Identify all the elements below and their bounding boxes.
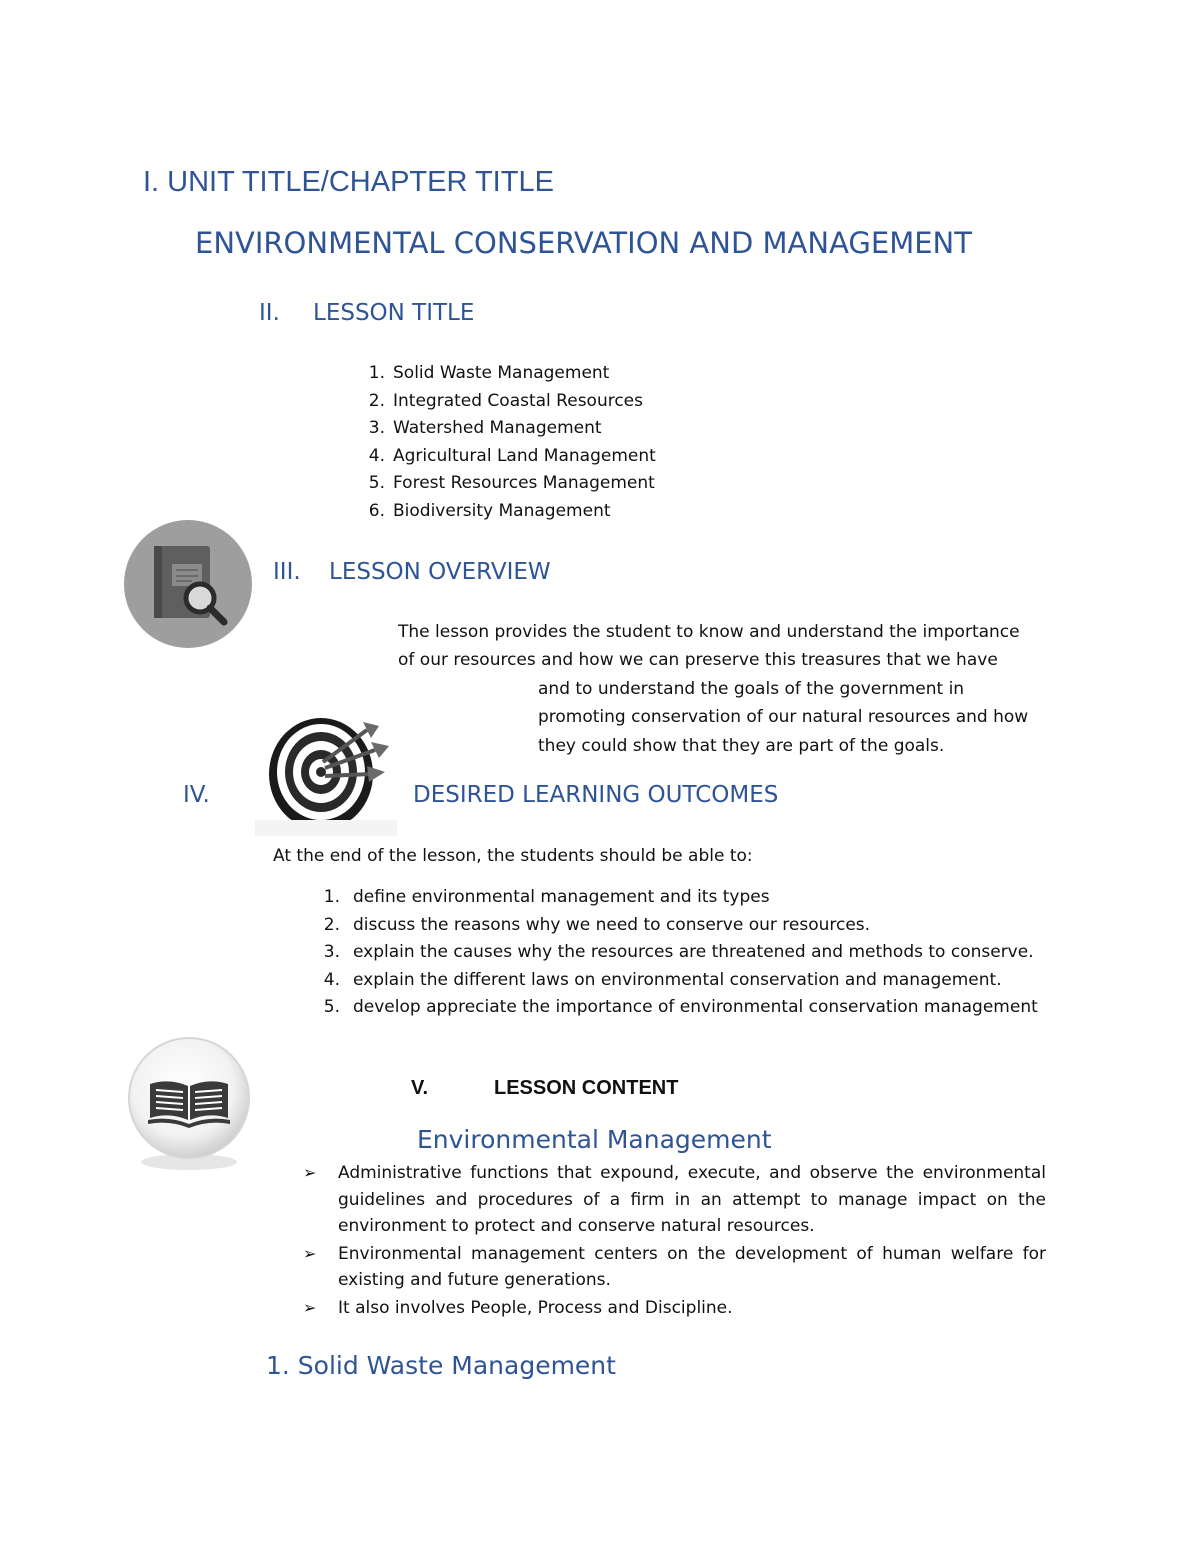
list-number: 6. (368, 500, 385, 521)
env-mgmt-heading: Environmental Management (417, 1125, 772, 1154)
list-text: Environmental management centers on the development of human welfare for existing and future generations. (338, 1243, 1046, 1290)
book-search-icon (122, 518, 254, 650)
list-item (360, 360, 656, 388)
list-text: discuss the reasons why we need to conserve our resources. (353, 914, 871, 935)
list-item (300, 994, 1046, 1022)
list-text: explain the causes why the resources are threatened and methods to conserve. (353, 942, 1034, 962)
list-item (360, 498, 656, 526)
list-text: It also involves People, Process and Discipline. (338, 1297, 733, 1318)
list-text: define environmental management and its types (353, 887, 770, 907)
list-item (360, 415, 656, 443)
unit-title: ENVIRONMENTAL CONSERVATION AND MANAGEMENT (195, 226, 972, 260)
section-number: III. (273, 559, 301, 585)
list-number: 4. (368, 445, 385, 466)
section-number: II. (259, 300, 280, 326)
list-item (360, 470, 656, 498)
section-label-outcomes: DESIRED LEARNING OUTCOMES (413, 782, 779, 808)
list-item (300, 939, 1046, 967)
list-item (300, 1295, 1046, 1322)
list-number: 4. (323, 969, 340, 990)
outcomes-intro: At the end of the lesson, the students should be able to: (273, 846, 753, 866)
list-number: 1. (323, 887, 340, 907)
overview-line: and to understand the goals of the government in (538, 679, 965, 699)
list-item (300, 1160, 1046, 1240)
list-text: Watershed Management (393, 418, 602, 439)
list-number: 3. (368, 418, 385, 439)
section-lesson-title (259, 300, 474, 326)
env-mgmt-bullets (300, 1160, 1046, 1322)
target-darts-icon (255, 702, 397, 836)
overview-line: promoting conservation of our natural resources and how (538, 707, 1029, 727)
lesson-list (360, 360, 656, 526)
list-text: Solid Waste Management (393, 363, 610, 383)
list-text: Forest Resources Management (393, 473, 655, 494)
section-number-content: V. (411, 1077, 429, 1099)
outcomes-list (300, 884, 1046, 1022)
list-item (300, 912, 1046, 940)
list-text: Biodiversity Management (393, 500, 611, 521)
section-label: LESSON OVERVIEW (329, 559, 551, 585)
list-number: 2. (368, 390, 385, 411)
list-text: Administrative functions that expound, execute, and observe the environmental guidelines and procedures of a firm in an attempt to manage impact on the environment to protect and conserve natural resources. (338, 1163, 1046, 1236)
list-number: 2. (323, 914, 340, 935)
list-text: Integrated Coastal Resources (393, 390, 644, 411)
overview-line: of our resources and how we can preserve this treasures that we have (398, 650, 998, 670)
section-label-content: LESSON CONTENT (494, 1077, 679, 1099)
list-number: 5. (323, 997, 340, 1017)
list-text: Agricultural Land Management (393, 445, 656, 466)
arrow-bullet-icon: ➢ (303, 1297, 317, 1317)
overview-line: The lesson provides the student to know and understand the importance (398, 622, 1020, 642)
list-item (360, 388, 656, 416)
list-text: develop appreciate the importance of environmental conservation management (353, 997, 1038, 1017)
solid-waste-heading: 1. Solid Waste Management (266, 1351, 616, 1380)
list-item (360, 443, 656, 471)
arrow-bullet-icon: ➢ (303, 1163, 317, 1182)
list-number: 3. (323, 942, 340, 962)
list-item (300, 967, 1046, 995)
section-label: LESSON TITLE (313, 300, 475, 326)
list-item (300, 884, 1046, 912)
list-text: explain the different laws on environmental conservation and management. (353, 969, 1002, 990)
list-number: 5. (368, 473, 385, 494)
arrow-bullet-icon: ➢ (303, 1243, 317, 1263)
list-item (300, 1241, 1046, 1294)
overview-line: they could show that they are part of the goals. (538, 736, 945, 756)
unit-heading: I. UNIT TITLE/CHAPTER TITLE (143, 166, 554, 198)
open-book-icon (124, 1036, 254, 1172)
section-overview (273, 559, 551, 585)
section-number-outcomes: IV. (183, 782, 210, 808)
list-number: 1. (368, 363, 385, 383)
